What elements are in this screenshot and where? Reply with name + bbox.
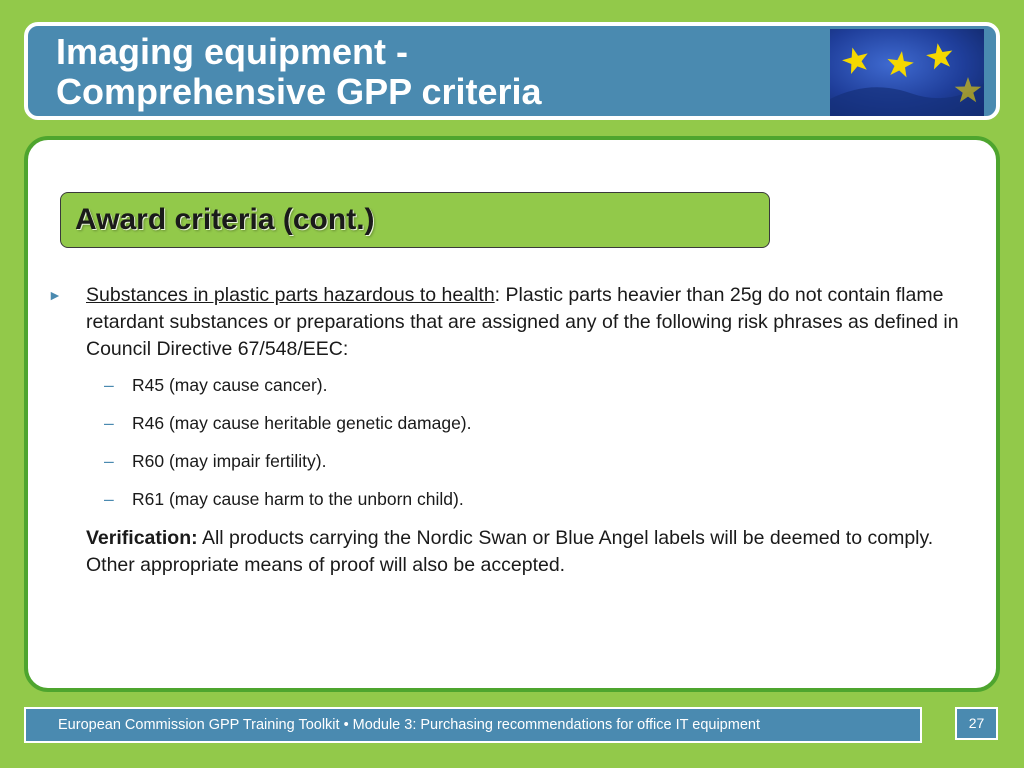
page-number: [955, 707, 998, 740]
list-item-text: R45 (may cause cancer).: [132, 375, 328, 395]
dash-marker: –: [104, 413, 114, 433]
section-header: [60, 192, 770, 248]
footer-bar: [24, 707, 922, 743]
risk-phrase-list: [48, 373, 968, 525]
slide-title: [56, 32, 542, 112]
list-item-text: R46 (may cause heritable genetic damage).: [132, 413, 472, 433]
title-bar: [24, 22, 1000, 120]
footer-text: European Commission GPP Training Toolkit • Module 3: Purchasing recommendations for office IT equipment: [58, 717, 760, 733]
triangle-right-icon: ►: [48, 287, 62, 303]
dash-marker: –: [104, 375, 114, 395]
list-item: [48, 449, 968, 487]
title-line-2: Comprehensive GPP criteria: [56, 71, 542, 112]
title-line-1: Imaging equipment -: [56, 31, 409, 72]
bullet-text: : Plastic parts heavier than 25g do not contain flame retardant substances or preparations that are assigned any of the following risk phrases as defined in Council Directive 67/548/EEC:: [86, 284, 959, 360]
dash-marker: –: [104, 489, 114, 509]
body-text: [48, 282, 968, 579]
list-item-text: R61 (may cause harm to the unborn child).: [132, 489, 464, 509]
verification-paragraph: [48, 525, 968, 579]
eu-flag-icon: [830, 29, 984, 117]
section-heading: Award criteria (cont.): [75, 203, 375, 236]
page-number-text: 27: [968, 715, 985, 731]
bullet-item: [48, 282, 968, 363]
content-panel: [24, 136, 1000, 692]
dash-marker: –: [104, 451, 114, 471]
list-item-text: R60 (may impair fertility).: [132, 451, 327, 471]
list-item: [48, 411, 968, 449]
verification-text: All products carrying the Nordic Swan or Blue Angel labels will be deemed to comply. Other appropriate means of proof will also be accepted.: [86, 527, 934, 576]
list-item: [48, 373, 968, 411]
list-item: [48, 487, 968, 525]
verification-label: Verification:: [86, 527, 198, 549]
bullet-lead: Substances in plastic parts hazardous to health: [86, 284, 495, 306]
